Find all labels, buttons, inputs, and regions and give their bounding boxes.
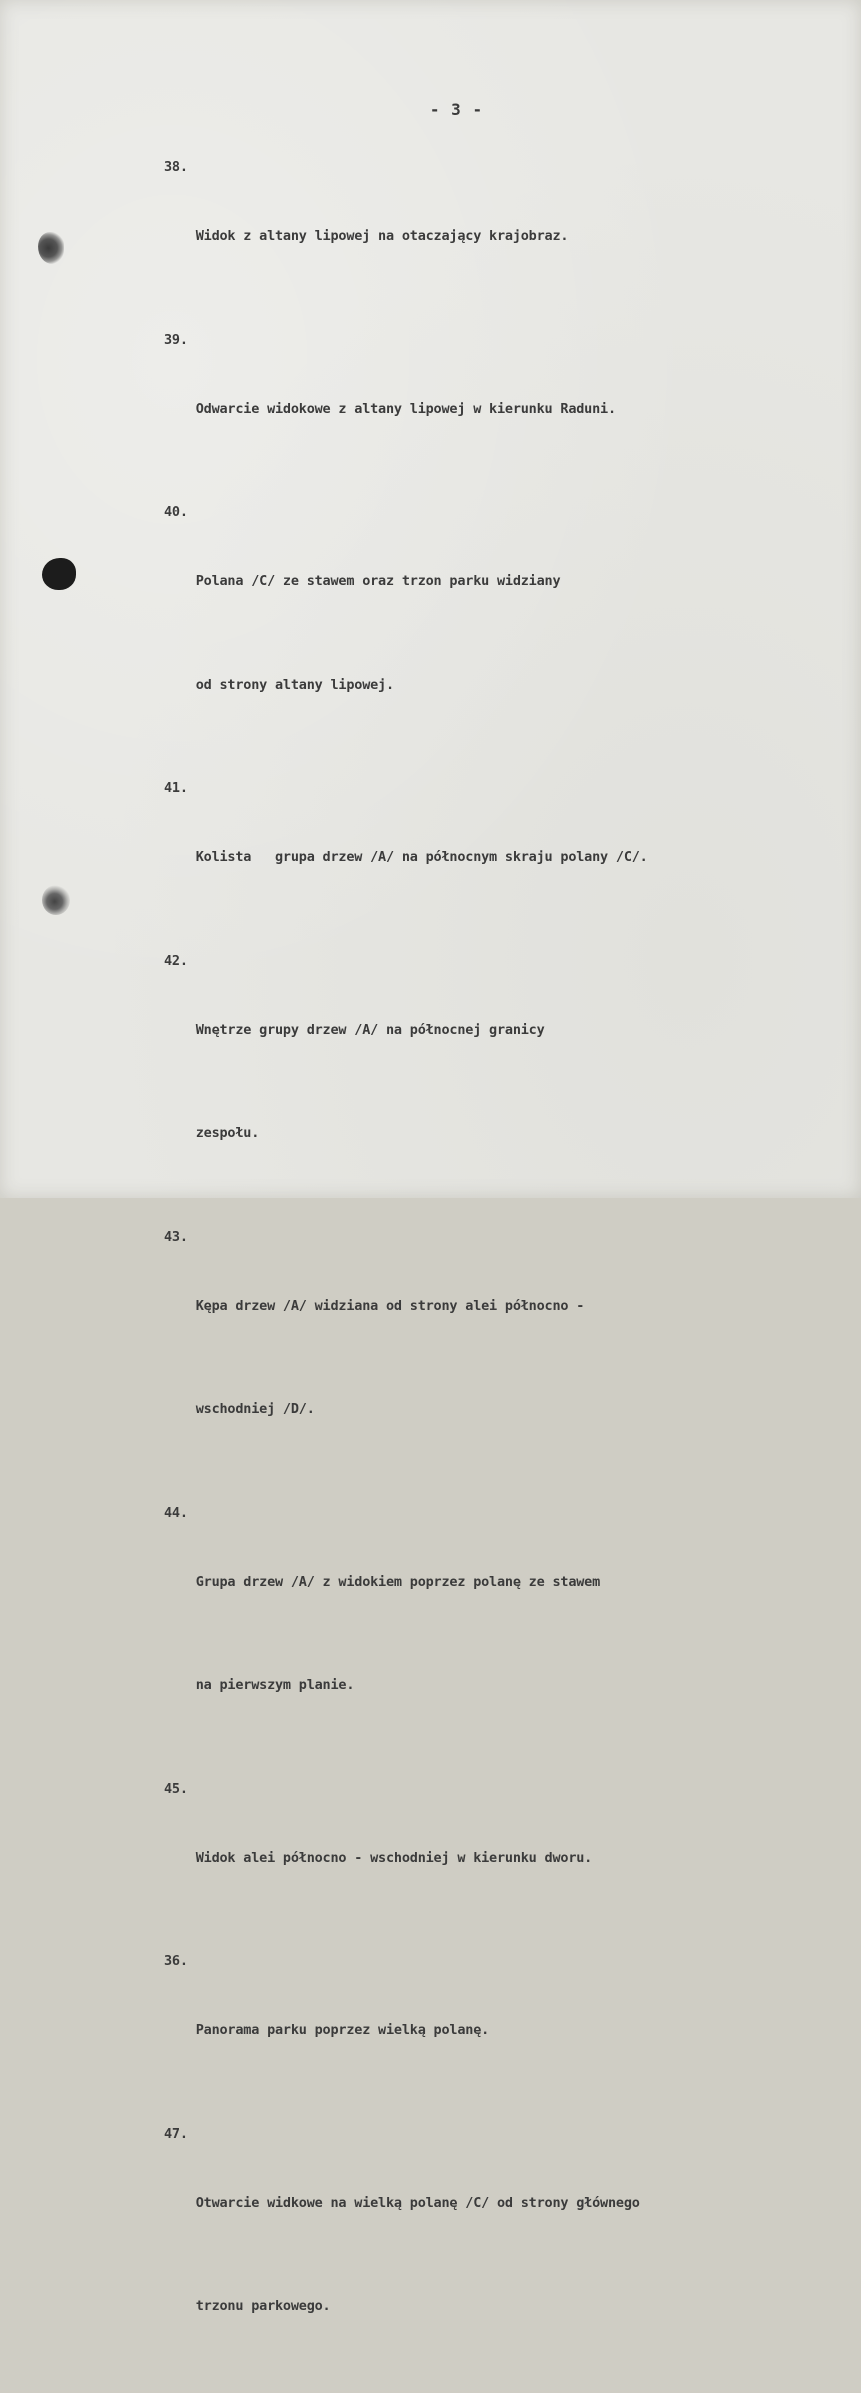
- entry-text-continuation: trzonu parkowego.: [195, 2298, 331, 2314]
- entry-text: Wnętrze grupy drzew /A/ na północnej granicy: [195, 1021, 545, 1038]
- entry-text-continuation: zespołu.: [195, 1125, 260, 1141]
- entry-number: 43.: [164, 1228, 196, 1245]
- entry-number: 41.: [164, 780, 196, 796]
- entry-text: Kolista grupa drzew /A/ na północnym skraju polany /C/.: [195, 849, 648, 865]
- photo-caption-list: [164, 150, 824, 2393]
- entry-text-continuation: na pierwszym planie.: [195, 1677, 355, 1693]
- entry-text: Polana /C/ ze stawem oraz trzon parku widziany: [195, 573, 561, 589]
- entry-text-continuation: od strony altany lipowej.: [195, 676, 394, 693]
- entry-text: Widok alei północno - wschodniej w kierunku dworu.: [195, 1849, 593, 1866]
- page-number: - 3 -: [429, 100, 484, 119]
- punch-hole-mark: [42, 558, 76, 590]
- entry-text: Panorama parku poprzez wielką polanę.: [195, 2022, 490, 2038]
- entry-number: 45.: [164, 1780, 196, 1797]
- list-item: [164, 495, 824, 771]
- list-item: [164, 1496, 824, 1772]
- entry-text: Otwarcie widkowe na wielką polanę /C/ od strony głównego: [195, 2194, 640, 2211]
- entry-number: 36.: [164, 1953, 196, 1969]
- list-item: [164, 1220, 824, 1496]
- entry-number: 40.: [164, 504, 196, 520]
- list-item: [164, 771, 824, 944]
- entry-text: Odwarcie widokowe z altany lipowej w kierunku Raduni.: [195, 400, 616, 417]
- entry-number: 39.: [164, 331, 196, 348]
- list-item: [164, 1772, 824, 1945]
- entry-number: 47.: [164, 2125, 196, 2142]
- list-item: [164, 2117, 824, 2393]
- entry-number: 38.: [164, 159, 196, 175]
- entry-text: Kępa drzew /A/ widziana od strony alei północno -: [195, 1297, 585, 1314]
- entry-number: 44.: [164, 1504, 196, 1521]
- list-item: [164, 150, 824, 323]
- list-item: [164, 323, 824, 496]
- punch-hole-mark: [42, 885, 70, 915]
- entry-number: 42.: [164, 952, 196, 969]
- list-item: [164, 1944, 824, 2117]
- entry-text-continuation: wschodniej /D/.: [195, 1401, 315, 1417]
- entry-text: Grupa drzew /A/ z widokiem poprzez polanę ze stawem: [195, 1573, 601, 1590]
- punch-hole-mark: [38, 232, 64, 264]
- entry-text: Widok z altany lipowej na otaczający krajobraz.: [195, 228, 569, 244]
- list-item: [164, 944, 824, 1220]
